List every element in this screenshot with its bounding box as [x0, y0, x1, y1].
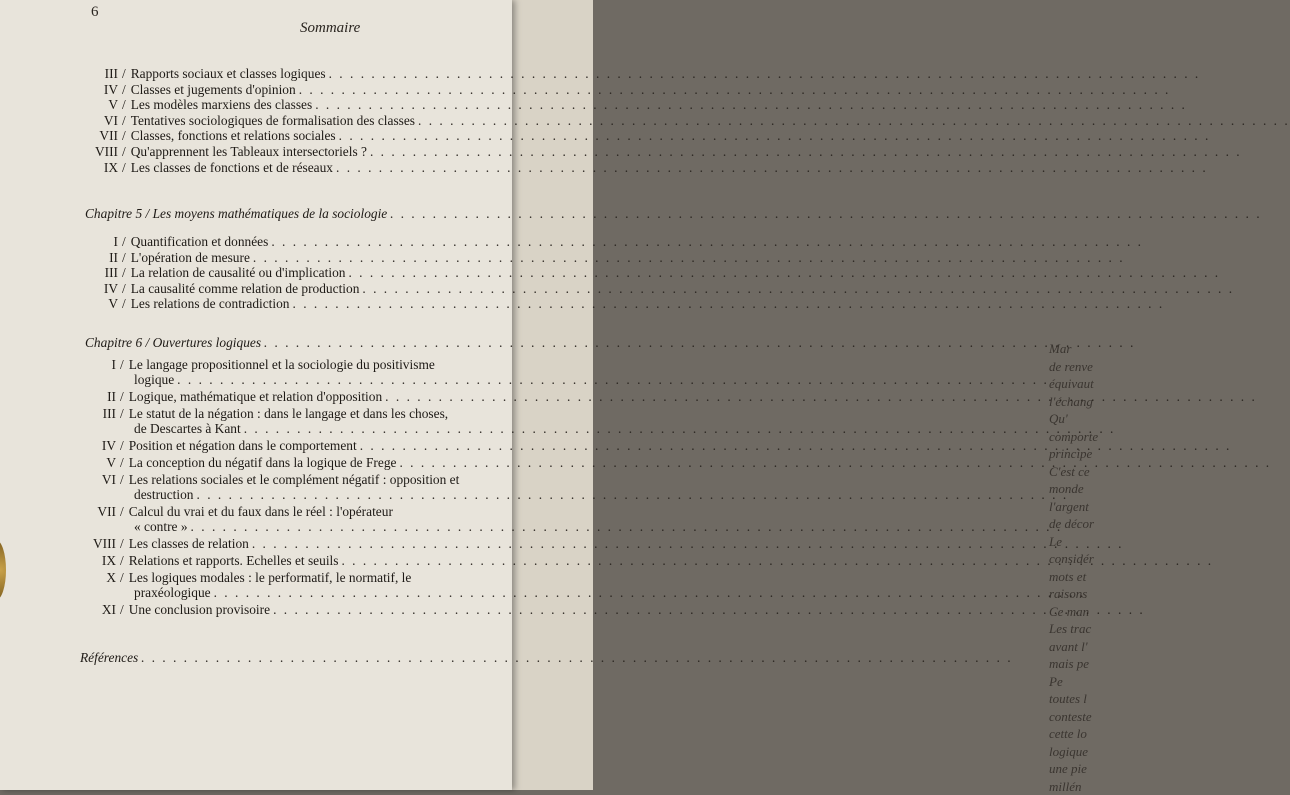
facing-page-line: conteste: [1049, 708, 1109, 726]
toc-separator: /: [120, 570, 129, 585]
toc-entry-number: I: [80, 234, 122, 249]
toc-entry-title: La relation de causalité ou d'implication: [131, 265, 346, 280]
facing-page-line: principe: [1049, 445, 1109, 463]
toc-separator: /: [122, 97, 131, 112]
leader-dots: [214, 585, 1086, 600]
toc-entry-number: IX: [78, 553, 120, 568]
toc-entry-title: Position et négation dans le comportement: [129, 438, 357, 453]
table-of-contents: [0, 0, 512, 790]
toc-separator: /: [122, 296, 131, 311]
facing-page-line: cette lo: [1049, 725, 1109, 743]
toc-separator: /: [122, 113, 131, 128]
leader-dots: [244, 421, 1116, 436]
toc-entry-number: IV: [80, 82, 122, 97]
toc-separator: /: [120, 455, 129, 470]
toc-entry: [78, 455, 502, 470]
toc-entry-title: Rapports sociaux et classes logiques: [131, 66, 326, 81]
leader-dots: [293, 296, 1165, 311]
leader-dots: [390, 206, 1262, 221]
toc-entry-title-line2: praxéologique: [134, 585, 211, 600]
toc-entry-title: Quantification et données: [131, 234, 269, 249]
toc-entry: [78, 357, 502, 372]
toc-entry: [80, 66, 500, 81]
facing-page-line: Qu': [1049, 410, 1109, 428]
toc-entry-number: X: [78, 570, 120, 585]
toc-separator: /: [120, 406, 129, 421]
facing-page-line: de décor: [1049, 515, 1109, 533]
facing-page-line: l'échang: [1049, 393, 1109, 411]
toc-entry: [78, 504, 502, 519]
facing-page-line: raisons: [1049, 585, 1109, 603]
toc-entry-title: La causalité comme relation de production: [131, 281, 360, 296]
facing-page-line: l'argent: [1049, 498, 1109, 516]
toc-entry-title: Les logiques modales : le performatif, le normatif, le: [129, 570, 412, 585]
leader-dots: [362, 281, 1234, 296]
toc-entry-title: Les relations de contradiction: [131, 296, 290, 311]
facing-page-line: considér: [1049, 550, 1109, 568]
leader-dots: [253, 250, 1125, 265]
leader-dots: [336, 160, 1208, 175]
facing-page-line: C'est ce: [1049, 463, 1109, 481]
toc-entry-number: VII: [80, 128, 122, 143]
toc-entry: [80, 128, 500, 143]
toc-entry-number: VIII: [80, 144, 122, 159]
facing-page-line: une pie: [1049, 760, 1109, 778]
toc-separator: /: [122, 82, 131, 97]
toc-entry-title: Les classes de fonctions et de réseaux: [131, 160, 333, 175]
leader-dots: [348, 265, 1220, 280]
toc-entry: [80, 296, 500, 311]
toc-entry-number: VII: [78, 504, 120, 519]
toc-entry-continuation: [134, 585, 502, 600]
page-number: 6: [91, 4, 99, 21]
leader-dots: [315, 97, 1187, 112]
leader-dots: [339, 128, 1211, 143]
toc-entry: [80, 97, 500, 112]
toc-entry-title: Une conclusion provisoire: [129, 602, 270, 617]
toc-entry-title: Les classes de relation: [129, 536, 249, 551]
references-title: Références: [80, 650, 138, 665]
toc-entry-number: I: [78, 357, 120, 372]
toc-separator: /: [122, 234, 131, 249]
leader-dots: [399, 455, 1271, 470]
toc-entry-number: V: [80, 97, 122, 112]
facing-page-line: mots et: [1049, 568, 1109, 586]
toc-entry-number: XI: [78, 602, 120, 617]
leader-dots: [264, 335, 1136, 350]
toc-separator: /: [122, 281, 131, 296]
toc-entry: [80, 281, 500, 296]
toc-entry-title: Relations et rapports. Echelles et seuils: [129, 553, 339, 568]
facing-page-line: Mar: [1049, 340, 1109, 358]
facing-page-line: monde: [1049, 480, 1109, 498]
toc-entry-title: Classes et jugements d'opinion: [131, 82, 296, 97]
toc-entry: [80, 250, 500, 265]
toc-entry-title: Le statut de la négation : dans le langage et dans les choses,: [129, 406, 448, 421]
toc-entry-number: VIII: [78, 536, 120, 551]
toc-entry-title: Tentatives sociologiques de formalisation des classes: [131, 113, 415, 128]
chapter-title: Chapitre 5 / Les moyens mathématiques de la sociologie: [85, 206, 387, 221]
toc-entry: [78, 570, 502, 585]
toc-separator: /: [120, 536, 129, 551]
toc-entry-title: Les modèles marxiens des classes: [131, 97, 312, 112]
toc-separator: /: [122, 66, 131, 81]
toc-entry-continuation: [134, 487, 502, 502]
facing-page-line: comporte: [1049, 428, 1109, 446]
facing-page-line: Le: [1049, 533, 1109, 551]
references-entry: [80, 650, 500, 665]
toc-entry: [80, 234, 500, 249]
toc-entry-number: VI: [78, 472, 120, 487]
toc-entry-title-line2: de Descartes à Kant: [134, 421, 241, 436]
toc-separator: /: [120, 602, 129, 617]
toc-entry-continuation: [134, 372, 502, 387]
toc-entry-title: Logique, mathématique et relation d'opposition: [129, 389, 382, 404]
toc-entry: [80, 160, 500, 175]
toc-entry-number: III: [78, 406, 120, 421]
toc-entry: [78, 406, 502, 421]
toc-separator: /: [120, 504, 129, 519]
toc-entry: [80, 113, 500, 128]
toc-entry-number: III: [80, 66, 122, 81]
facing-page-line: millén: [1049, 778, 1109, 795]
toc-entry: [78, 389, 502, 404]
facing-page-line: avant l': [1049, 638, 1109, 656]
leader-dots: [271, 234, 1143, 249]
leader-dots: [385, 389, 1257, 404]
leader-dots: [370, 144, 1242, 159]
toc-entry-continuation: [134, 519, 502, 534]
facing-page-line: de renve: [1049, 358, 1109, 376]
leader-dots: [418, 113, 1290, 128]
toc-entry-title-line2: logique: [134, 372, 174, 387]
leader-dots: [341, 553, 1213, 568]
book-page: [0, 0, 512, 790]
toc-entry: [80, 82, 500, 97]
toc-entry-title-line2: « contre »: [134, 519, 188, 534]
toc-entry-number: VI: [80, 113, 122, 128]
toc-separator: /: [120, 389, 129, 404]
toc-entry-title-line2: destruction: [134, 487, 194, 502]
toc-entry-number: IV: [78, 438, 120, 453]
chapter-title: Chapitre 6 / Ouvertures logiques: [85, 335, 261, 350]
leader-dots: [177, 372, 1049, 387]
toc-entry-title: L'opération de mesure: [131, 250, 250, 265]
leader-dots: [299, 82, 1171, 97]
toc-separator: /: [122, 128, 131, 143]
toc-entry-number: II: [78, 389, 120, 404]
toc-separator: /: [120, 553, 129, 568]
leader-dots: [360, 438, 1232, 453]
toc-entry-number: V: [78, 455, 120, 470]
toc-entry-title: Classes, fonctions et relations sociales: [131, 128, 336, 143]
toc-entry: [78, 602, 502, 617]
facing-page-line: Pe: [1049, 673, 1109, 691]
facing-page-line: équivaut: [1049, 375, 1109, 393]
running-head: Sommaire: [300, 20, 360, 37]
facing-page-line: mais pe: [1049, 655, 1109, 673]
leader-dots: [252, 536, 1124, 551]
toc-separator: /: [120, 438, 129, 453]
leader-dots: [197, 487, 1069, 502]
leader-dots: [273, 602, 1145, 617]
toc-entry-number: II: [80, 250, 122, 265]
toc-separator: /: [122, 160, 131, 175]
facing-page-line: Les trac: [1049, 620, 1109, 638]
toc-entry: [78, 553, 502, 568]
toc-separator: /: [122, 265, 131, 280]
toc-entry: [78, 438, 502, 453]
toc-entry-title: Le langage propositionnel et la sociologie du positivisme: [129, 357, 435, 372]
toc-separator: /: [120, 472, 129, 487]
leader-dots: [191, 519, 1063, 534]
toc-separator: /: [122, 144, 131, 159]
leader-dots: [141, 650, 1013, 665]
toc-entry-title: Qu'apprennent les Tableaux intersectoriels ?: [131, 144, 367, 159]
toc-entry: [78, 536, 502, 551]
toc-entry-title: Calcul du vrai et du faux dans le réel : l'opérateur: [129, 504, 393, 519]
toc-entry-number: IV: [80, 281, 122, 296]
toc-entry-number: V: [80, 296, 122, 311]
toc-entry: [80, 144, 500, 159]
toc-entry-title: La conception du négatif dans la logique de Frege: [129, 455, 397, 470]
toc-entry-title: Les relations sociales et le complément négatif : opposition et: [129, 472, 460, 487]
toc-separator: /: [120, 357, 129, 372]
facing-page-line: logique: [1049, 743, 1109, 761]
toc-entry-number: III: [80, 265, 122, 280]
facing-page-line: Ce man: [1049, 603, 1109, 621]
leader-dots: [329, 66, 1201, 81]
toc-entry-number: IX: [80, 160, 122, 175]
toc-separator: /: [122, 250, 131, 265]
chapter-heading: [85, 206, 497, 221]
toc-entry: [80, 265, 500, 280]
chapter-heading: [85, 335, 497, 350]
toc-entry: [78, 472, 502, 487]
facing-page-line: toutes l: [1049, 690, 1109, 708]
toc-entry-continuation: [134, 421, 502, 436]
